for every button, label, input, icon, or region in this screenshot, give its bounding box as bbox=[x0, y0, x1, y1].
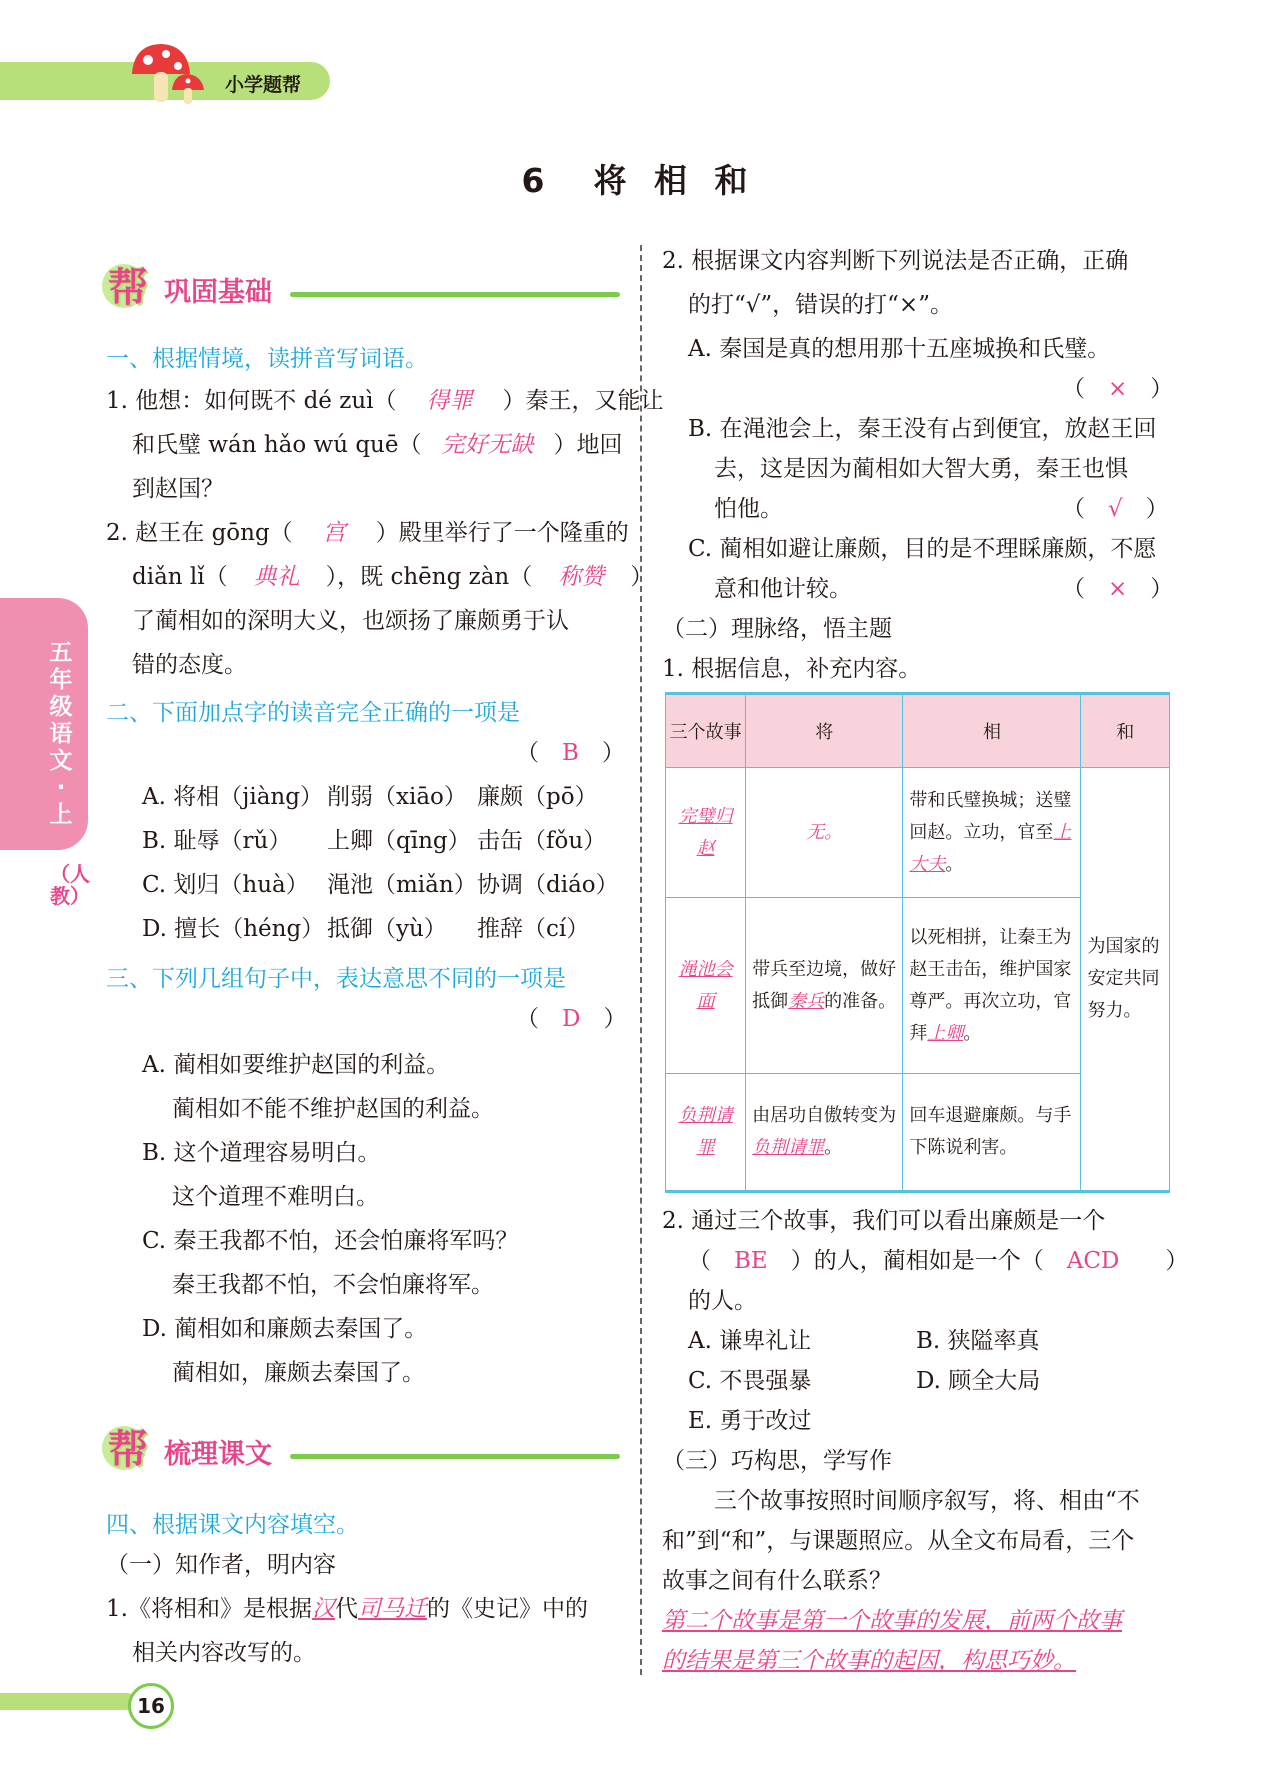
table-header-row bbox=[666, 694, 1170, 768]
q1-line1: 1. 他想：如何既不 dé zuì（ 得罪 ）秦王，又能让 bbox=[106, 388, 664, 414]
jiang-1: 无。 bbox=[806, 821, 843, 843]
brand-label: 小学题帮 bbox=[225, 74, 302, 96]
q2-line4: 错的态度。 bbox=[132, 652, 247, 678]
edition-label: （人教） bbox=[50, 862, 90, 908]
he-cell: 为国家的安定共同努力。 bbox=[1081, 768, 1170, 1192]
section-3-answer: （ D ） bbox=[516, 1006, 627, 1032]
section-banner-basics: 帮 巩固基础 bbox=[108, 256, 628, 318]
section-banner-review: 帮 梳理课文 bbox=[108, 1418, 628, 1480]
q2-line1: 2. 赵王在 gōng（ 宫 ）殿里举行了一个隆重的 bbox=[106, 520, 629, 546]
section-1-title: 一、根据情境，读拼音写词语。 bbox=[106, 346, 428, 372]
r-qC2: 意和他计较。 bbox=[714, 576, 852, 602]
column-divider bbox=[640, 245, 642, 1675]
r-qA: A. 秦国是真的想用那十五座城换和氏璧。 bbox=[688, 336, 1111, 362]
xiang-2: 以死相拼，让秦王为赵王击缶，维护国家尊严。再次立功，官拜上卿。 bbox=[903, 898, 1081, 1074]
s3-option-a1: A. 蔺相如要维护赵国的利益。 bbox=[142, 1052, 450, 1078]
q2-line2: diǎn lǐ（ 典礼 ），既 chēng zàn（ 称赞 ） bbox=[132, 564, 654, 590]
s2-option-b: B. 耻辱（rǔ） 上卿（qīng） 击缶（fǒu） bbox=[142, 828, 607, 854]
s2-option-a: A. 将相（jiàng） 削弱（xiāo） 廉颇（pō） bbox=[142, 784, 598, 810]
footer-bar bbox=[0, 1693, 135, 1710]
r-w1: 三个故事按照时间顺序叙写，将、相由“不 bbox=[714, 1488, 1140, 1514]
r-qA-mark: （ × ） bbox=[1062, 376, 1174, 402]
s3-option-b2: 这个道理不难明白。 bbox=[172, 1184, 379, 1210]
section-2-answer: （ B ） bbox=[516, 740, 625, 766]
r-q2-opt-b: B. 狭隘率真 bbox=[916, 1328, 1040, 1354]
story-2: 渑池会面 bbox=[678, 958, 733, 1012]
r-qC1: C. 蔺相如避让廉颇，目的是不理睬廉颇，不愿 bbox=[688, 536, 1157, 562]
jiang-2: 带兵至边境，做好抵御秦兵的准备。 bbox=[746, 898, 903, 1074]
page-title: 6 将 相 和 bbox=[521, 161, 756, 200]
s2-option-c: C. 划归（huà） 渑池（miǎn）协调（diáo） bbox=[142, 872, 619, 898]
s2-option-d: D. 擅长（héng） 抵御（yù） 推辞（cí） bbox=[142, 916, 590, 942]
r-answer1: 第二个故事是第一个故事的发展，前两个故事 bbox=[662, 1608, 1122, 1634]
r-q2-opt-d: D. 顾全大局 bbox=[916, 1368, 1041, 1394]
th-he: 和 bbox=[1081, 694, 1170, 768]
r-q2-intro1: 2. 根据课文内容判断下列说法是否正确，正确 bbox=[662, 248, 1129, 274]
s3-option-d2: 蔺相如，廉颇去秦国了。 bbox=[172, 1360, 425, 1386]
section-4-sub: （一）知作者，明内容 bbox=[106, 1552, 336, 1578]
r-qB2: 去，这是因为蔺相如大智大勇，秦王也惧 bbox=[714, 456, 1128, 482]
r-w2: 和”到“和”，与课题照应。从全文布局看，三个 bbox=[662, 1528, 1135, 1554]
s3-option-c1: C. 秦王我都不怕，还会怕廉将军吗？ bbox=[142, 1228, 519, 1254]
page-number: 16 bbox=[128, 1683, 174, 1729]
s3-option-c2: 秦王我都不怕，不会怕廉将军。 bbox=[172, 1272, 494, 1298]
r-q2-line2: （ BE ）的人，蔺相如是一个（ ACD ） bbox=[688, 1248, 1189, 1274]
section-4-title: 四、根据课文内容填空。 bbox=[106, 1512, 359, 1538]
s3-option-a2: 蔺相如不能不维护赵国的利益。 bbox=[172, 1096, 494, 1122]
section-3-title: 三、下列几组句子中，表达意思不同的一项是 bbox=[106, 966, 566, 992]
xiang-1: 带和氏璧换城；送璧回赵。立功，官至上大夫。 bbox=[903, 768, 1081, 898]
r-q2-opt-a: A. 谦卑礼让 bbox=[688, 1328, 812, 1354]
r-w3: 故事之间有什么联系？ bbox=[662, 1568, 892, 1594]
section-2-title: 二、下面加点字的读音完全正确的一项是 bbox=[106, 700, 520, 726]
story-3: 负荆请罪 bbox=[678, 1105, 733, 1158]
q1-line2: 和氏璧 wán hǎo wú quē（ 完好无缺 ）地回 bbox=[132, 432, 623, 458]
xiang-3: 回车退避廉颇。与手下陈说利害。 bbox=[903, 1074, 1081, 1192]
r-q2-intro2: 的打“√”，错误的打“×”。 bbox=[688, 292, 953, 318]
q2-line3: 了蔺相如的深明大义，也颂扬了廉颇勇于认 bbox=[132, 608, 569, 634]
r-table-question: 1. 根据信息，补充内容。 bbox=[662, 656, 922, 682]
s3-option-d1: D. 蔺相如和廉颇去秦国了。 bbox=[142, 1316, 428, 1342]
s3-option-b1: B. 这个道理容易明白。 bbox=[142, 1140, 381, 1166]
r-sub3: （三）巧构思，学写作 bbox=[662, 1448, 892, 1474]
story-table bbox=[665, 692, 1170, 1193]
table-row bbox=[666, 768, 1170, 898]
r-qB1: B. 在渑池会上，秦王没有占到便宜，放赵王回 bbox=[688, 416, 1157, 442]
r-q2-opt-e: E. 勇于改过 bbox=[688, 1408, 812, 1434]
th-jiang: 将 bbox=[746, 694, 903, 768]
q1-line3: 到赵国？ bbox=[132, 476, 224, 502]
r-q2-line3: 的人。 bbox=[688, 1288, 757, 1314]
s4-q1-line1: 1.《将相和》是根据汉代司马迁的《史记》中的 bbox=[106, 1596, 588, 1622]
story-1: 完璧归赵 bbox=[678, 805, 733, 859]
jiang-3: 由居功自傲转变为负荆请罪。 bbox=[746, 1074, 903, 1192]
grade-label: 五年级语文·上 bbox=[49, 640, 73, 828]
mushroom-icon bbox=[128, 40, 208, 110]
r-answer2: 的结果是第三个故事的起因，构思巧妙。 bbox=[662, 1648, 1076, 1674]
r-qB-mark: （ √ ） bbox=[1062, 496, 1169, 522]
r-qB3: 怕他。 bbox=[714, 496, 783, 522]
r-q2-line1: 2. 通过三个故事，我们可以看出廉颇是一个 bbox=[662, 1208, 1106, 1234]
r-qC-mark: （ × ） bbox=[1062, 576, 1174, 602]
th-xiang: 相 bbox=[903, 694, 1081, 768]
th-story: 三个故事 bbox=[666, 694, 746, 768]
r-sub2: （二）理脉络，悟主题 bbox=[662, 616, 892, 642]
s4-q1-line2: 相关内容改写的。 bbox=[132, 1640, 316, 1666]
r-q2-opt-c: C. 不畏强暴 bbox=[688, 1368, 812, 1394]
